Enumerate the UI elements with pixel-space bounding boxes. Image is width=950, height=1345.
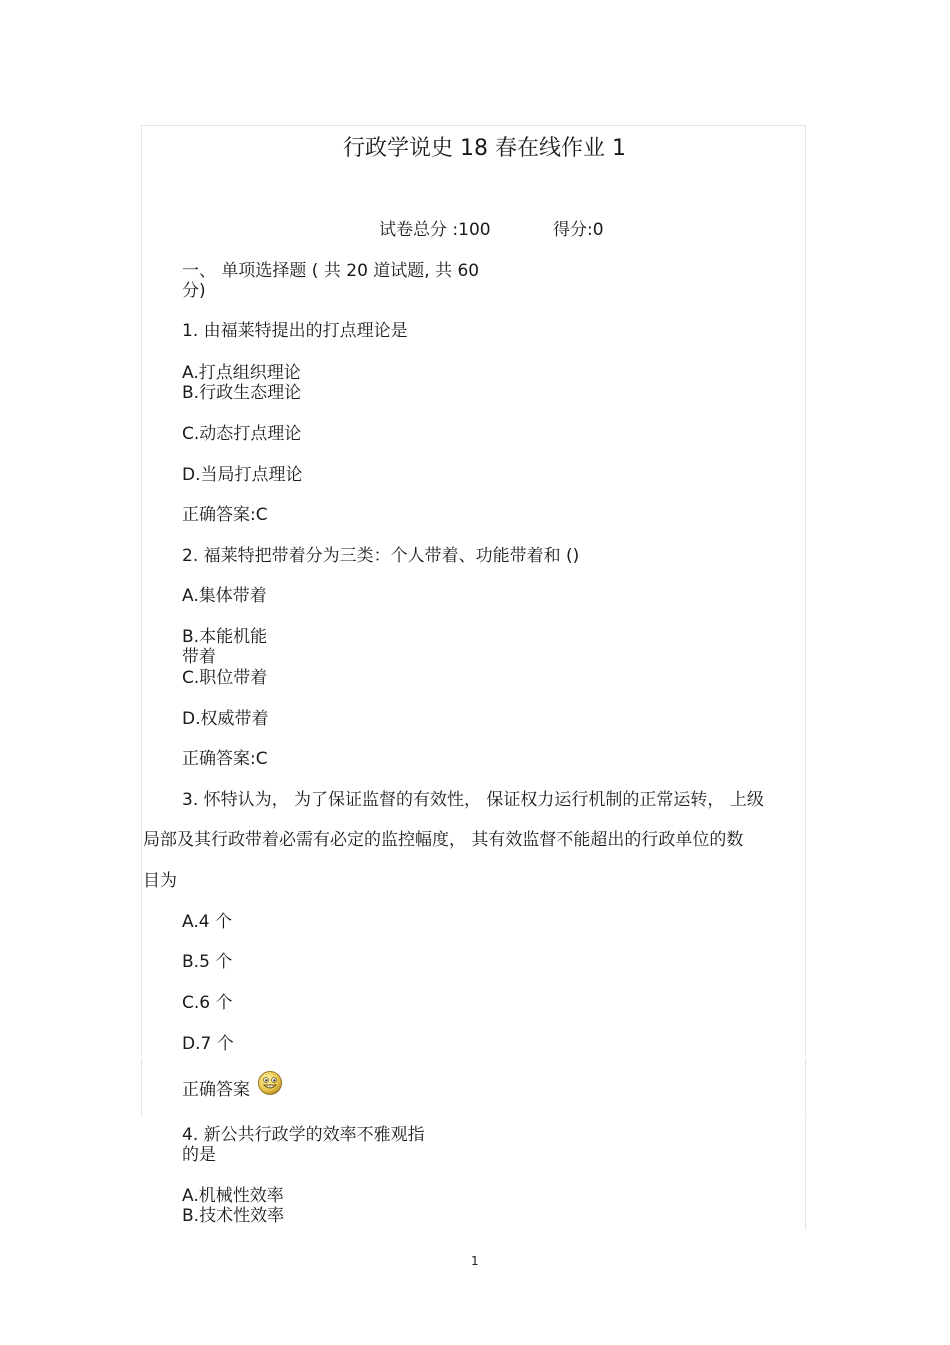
q3-option-b: B.5 个 <box>182 952 233 972</box>
q2-answer: 正确答案:C <box>182 749 268 769</box>
q1-option-d: D.当局打点理论 <box>182 465 303 485</box>
q2-option-d: D.权威带着 <box>182 709 269 729</box>
q3-option-a: A.4 个 <box>182 912 232 932</box>
q2-option-c: C.职位带着 <box>182 668 268 688</box>
q2-option-a: A.集体带着 <box>182 586 267 606</box>
frame-top-line <box>141 125 806 126</box>
total-score: 试卷总分 :100 <box>379 220 491 240</box>
frame-right-line-mid <box>805 1058 806 1116</box>
obtained-score: 得分:0 <box>553 220 604 240</box>
q1-option-b: B.行政生态理论 <box>182 383 302 403</box>
page-title: 行政学说史 18 春在线作业 1 <box>343 136 626 161</box>
q3-option-c: C.6 个 <box>182 993 233 1013</box>
section-heading-line1: 一、 单项选择题 ( 共 20 道试题, 共 60 <box>182 261 480 281</box>
q2-option-b-line2: 带着 <box>182 647 216 667</box>
page-number: 1 <box>471 1254 479 1268</box>
frame-right-line-lower <box>805 1118 806 1230</box>
frame-left-line-mid <box>141 1058 142 1116</box>
q3-stem-line3: 目为 <box>143 871 177 891</box>
q1-answer: 正确答案:C <box>182 505 268 525</box>
q3-answer: 正确答案 <box>182 1080 250 1100</box>
q3-stem-line1: 3. 怀特认为， 为了保证监督的有效性， 保证权力运行机制的正常运转， 上级 <box>182 790 764 810</box>
q2-stem: 2. 福莱特把带着分为三类：个人带着、功能带着和 () <box>182 546 580 566</box>
q4-stem-line1: 4. 新公共行政学的效率不雅观指 <box>182 1125 425 1145</box>
frame-right-line-upper <box>805 125 806 1055</box>
frame-left-line-upper <box>141 125 142 1055</box>
q4-option-a: A.机械性效率 <box>182 1186 284 1206</box>
q3-stem-line2: 局部及其行政带着必需有必定的监控幅度， 其有效监督不能超出的行政单位的数 <box>143 830 744 850</box>
q4-option-b: B.技术性效率 <box>182 1206 285 1226</box>
smiley-icon <box>257 1070 283 1096</box>
q1-stem: 1. 由福莱特提出的打点理论是 <box>182 321 408 341</box>
q1-option-a: A.打点组织理论 <box>182 363 301 383</box>
q1-option-c: C.动态打点理论 <box>182 424 302 444</box>
q4-stem-line2: 的是 <box>182 1145 216 1165</box>
q3-option-d: D.7 个 <box>182 1034 234 1054</box>
section-heading-line2: 分) <box>182 281 206 301</box>
q2-option-b-line1: B.本能机能 <box>182 627 268 647</box>
